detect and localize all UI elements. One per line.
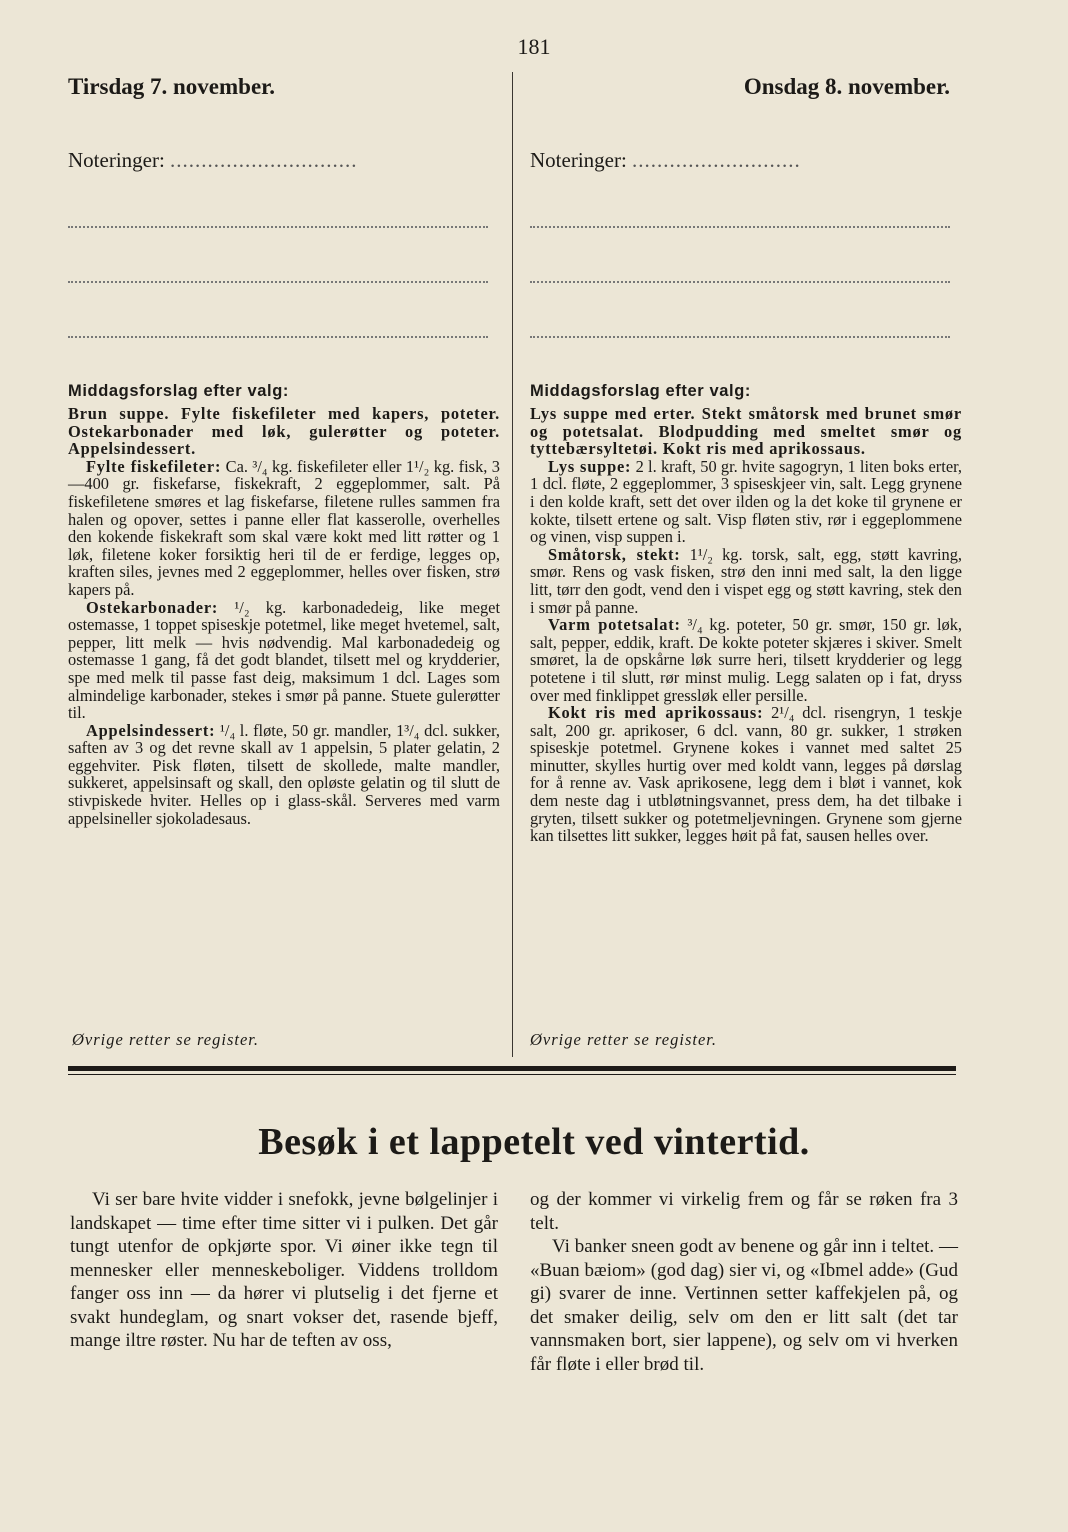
recipe-text: 1¹/₂ kg. torsk, salt, egg, støtt kavring, smør. Rens og vask fisken, strø den inni med salt, la den ligge litt, tørr den godt, vend den i vispet egg og støtt kavring, stek den i smør på panne. (530, 544, 962, 617)
recipe-text: ¹/₄ l. fløte, 50 gr. mandler, 1³/₄ dcl. sukker, saften av 3 og det revne skall av 1 appelsin, 5 plater gelatin, 2 eggehviter. Pisk fløten, tilsett de skollede, malte mandler, sukkeret, appelsinsaft og skall, den opløste gelatin og til slutt de stivpiskede hviter. Helles op i glass-skål. Serveres med varm appelsineller sjokoladesaus. (68, 720, 500, 828)
recipe (530, 704, 962, 845)
recipe-label: Småtorsk, stekt: (548, 544, 681, 564)
notes-label-left: Noteringer: (68, 148, 165, 172)
day-title-left: Tirsdag 7. november. (68, 74, 276, 99)
recipe-label: Appelsindessert: (86, 720, 216, 740)
other-dishes-note-left: Øvrige retter se register. (72, 1030, 259, 1049)
recipe-label: Kokt ris med aprikossaus: (548, 703, 764, 723)
recipe-label: Ostekarbonader: (86, 597, 219, 617)
article-paragraph: Vi banker sneen godt av benene og går inn i teltet. — «Buan bæiom» (god dag) sier vi, og «Ibmel adde» (Gud gi) svarer de inne. Vertinnen setter kaffekjelen på, og det smaker deilig, selv om den er litt salt (det tar vannsmaken bort, sier lappene), og selv om vi hverken får fløte i eller brød til. (530, 1236, 958, 1375)
note-dotline (68, 280, 488, 283)
recipe (530, 546, 962, 616)
other-dishes-note-right: Øvrige retter se register. (530, 1030, 717, 1049)
page-number: 181 (517, 34, 551, 59)
recipe-text: ³/₄ kg. poteter, 50 gr. smør, 150 gr. løk, salt, pepper, eddik, kraft. De kokte poteter skjæres i skiver. Smelt smøret, la de opskårne løk surre heri, tilsett krydderier og legg potetene i til slutt, rør minst mulig. Legg salaten op i fat, dryss over med finklippet gressløk eller persille. (530, 615, 962, 705)
menu-heading-left: Middagsforslag efter valg: (68, 382, 289, 400)
section-rule (68, 1066, 956, 1071)
dotted-leader: ........................... (632, 148, 801, 172)
section-rule-thin (68, 1074, 956, 1075)
recipe-label: Fylte fiskefileter: (86, 456, 222, 476)
dotted-leader: .............................. (170, 148, 358, 172)
recipe (68, 458, 500, 599)
right-column (530, 74, 962, 845)
recipe (68, 722, 500, 828)
note-dotline (530, 280, 950, 283)
article-column-right (530, 1188, 958, 1376)
recipe-block-right (530, 405, 962, 845)
article-paragraph: Vi ser bare hvite vidder i snefokk, jevne bølgelinjer i landskapet — time efter time sitter vi i pulken. Det går tungt utenfor de opkjørte spor. Vi øiner ikke tegn til mennesker eller menneskeboliger. Viddens trolldom fanger oss inn — da hører vi plutselig i det fjerne et svakt hundeglam, og snart vokser det, rasende bjeff, mange iltre røster. Nu har de teften av oss, (70, 1189, 498, 1351)
recipe-text: 2 l. kraft, 50 gr. hvite sagogryn, 1 liten boks erter, 1 dcl. fløte, 2 eggeplommer, 3 spiseskjeer vin, salt. Legg grynene i den kolde kraft, sett det over ilden og la det koke til grynene er kokte, tilsett ertene og salt. Visp fløten stiv, rør i eggeplommene og vinen, visp suppen i. (530, 456, 962, 547)
article-column-left (70, 1188, 498, 1353)
menu-intro: Brun suppe. Fylte fiskefileter med kapers, poteter. Ostekarbonader med løk, gulerøtter og poteter. Appelsindessert. (68, 404, 500, 459)
recipe-text: ¹/₂ kg. karbonadedeig, like meget ostemasse, 1 toppet spiseskje potetmel, like meget hvetemel, salt, pepper, litt melk — hvis nødvendig. Mal karbonadedeig og ostemasse 1 gang, få det godt blandet, tilsett mel og krydderier, spe med melk til passe fast deig, maksimum 1 dcl. Lages som almindelige karbonader, stekes i smør på panne. Stuete gulerøtter til. (68, 597, 500, 723)
article-title: Besøk i et lappetelt ved vintertid. (258, 1121, 810, 1163)
recipe-text: Ca. ³/₄ kg. fiskefileter eller 1¹/₂ kg. fisk, 3—400 gr. fiskefarse, fiskekraft, 2 eggeplommer, salt. På fiskefiletene smøres et lag fiskefarse, filetene rulles sammen fra halen og opover, settes i panne eller flat kasserolle, overhelles den kokende fiskekraft som skal være kokt med litt røtter og 1 løk, filetene koker forsiktig heri til de er ferdige, legges op, kraften siles, jevnes med 2 eggeplommer, helles over fisken, strø kapers på. (68, 456, 500, 599)
note-dotline (68, 225, 488, 228)
note-dotline (68, 335, 488, 338)
recipe (530, 458, 962, 546)
day-title-right: Onsdag 8. november. (743, 74, 950, 99)
article-paragraph: og der kommer vi virkelig frem og får se røken fra 3 telt. (530, 1189, 958, 1234)
recipe-text: 2¹/₄ dcl. risengryn, 1 teskje salt, 200 gr. aprikoser, 6 dcl. vann, 80 gr. sukker, 1 strøken spiseskje potetmel. Grynene kokes i vannet med saltet 25 minutter, skylles hurtig over med koldt vann, legges på dørslag for å renne av. Vask aprikosene, legg dem i bløt i vannet, kok dem neste dag i utbløtningsvannet, press dem, ha det tilbake i gryten, tilsett sukker og potetmeljevningen. Grynene som gjerne kan tilsettes litt sukker, legges høit på fat, sausen helles over. (530, 703, 962, 846)
menu-heading-right: Middagsforslag efter valg: (530, 382, 751, 400)
recipe-label: Varm potetsalat: (548, 615, 681, 635)
menu-intro: Lys suppe med erter. Stekt småtorsk med brunet smør og potetsalat. Blodpudding med smeltet smør og tyttebærsyltetøi. Kokt ris med aprikossaus. (530, 404, 962, 459)
notes-line-left (68, 148, 500, 173)
notes-label-right: Noteringer: (530, 148, 627, 172)
left-column (68, 74, 500, 827)
notes-line-right (530, 148, 962, 173)
column-divider (512, 72, 513, 1057)
note-dotline (530, 225, 950, 228)
recipe-block-left (68, 405, 500, 827)
recipe-label: Lys suppe: (548, 456, 632, 476)
note-dotline (530, 335, 950, 338)
recipe (68, 599, 500, 722)
recipe (530, 616, 962, 704)
